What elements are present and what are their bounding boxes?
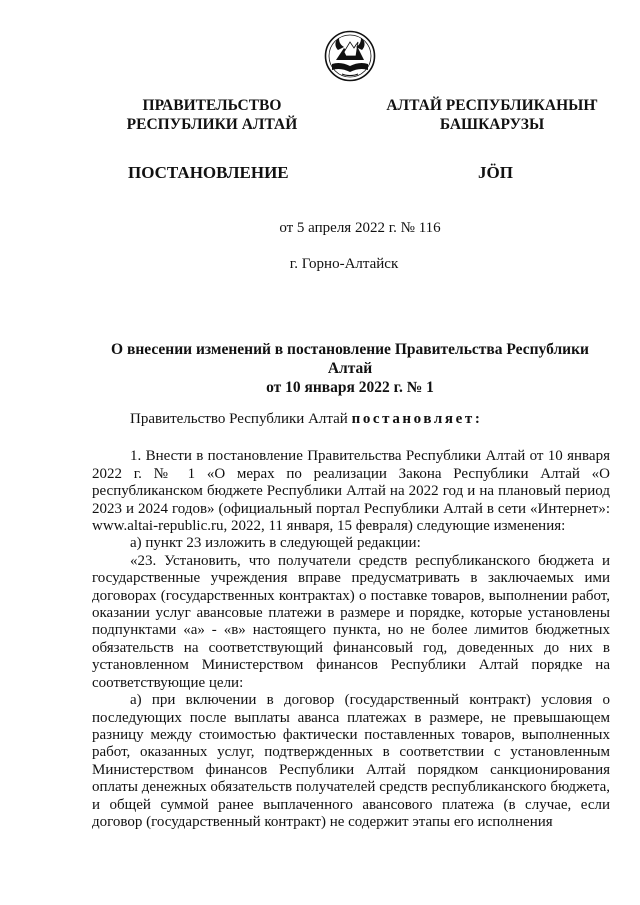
paragraph-3: «23. Установить, что получатели средств республиканского бюджета и государственные учреждения вправе предусматривать в заключаемых ими договорах (государственных контрактах) о поставке товаров, выполнении работ, оказании услуг авансовые платежи в размере и порядке, которые установлены подпунктами «а» - «в» настоящего пункта, но не более лимитов бюджетных обязательств на соответствующий финансовый год, доведенных до них в установленном Министерством финансов Республики Алтай порядке на соответствующие цели: — [92, 552, 610, 691]
doctype-russian: ПОСТАНОВЛЕНИЕ — [128, 163, 289, 182]
intro-paragraph — [92, 411, 610, 428]
republic-emblem-icon — [324, 30, 376, 82]
paragraph-4: а) при включении в договор (государственный контракт) условия о последующих после выплаты аванса платежах в размере, не превышающем разницу между стоимостью фактически поставленных товаров, выполненных работ, оказанных услуг, подтвержденных в соответствии с установленным Министерством финансов Республики Алтай порядком санкционирования оплаты денежных обязательств получателей средств республиканского бюджета, и общей суммой ранее выплаченного авансового платежа (в случае, если договор (государственный контракт) не содержит этапы его исполнения — [92, 692, 610, 830]
document-body — [92, 411, 610, 831]
paragraph-2: а) пункт 23 изложить в следующей редакции: — [130, 535, 421, 552]
org-left-line2: РЕСПУБЛИКИ АЛТАЙ — [126, 116, 298, 133]
title-line1: О внесении изменений в постановление Правительства Республики Алтай — [111, 341, 589, 377]
org-left-line1: ПРАВИТЕЛЬСТВО — [142, 97, 282, 114]
org-right-line2: БАШКАРУЗЫ — [439, 116, 545, 133]
document-city: г. Горно-Алтайск — [289, 256, 399, 272]
org-name-russian — [112, 96, 312, 134]
org-right-line1: АЛТАЙ РЕСПУБЛИКАНЫҤ — [386, 97, 598, 114]
intro-resolves: постановляет: — [351, 411, 483, 427]
paragraph-1: 1. Внести в постановление Правительства Республики Алтай от 10 января 2022 г. № 1 «О мерах по реализации Закона Республики Алтай «О республиканском бюджете Республики Алтай на 2022 год и на плановый период 2023 и 2024 годов» (официальный портал Республики Алтай в сети «Интернет»: www.altai-republic.ru, 2022, 11 января, 15 февраля) следующие изменения: — [92, 448, 610, 535]
document-date-number: от 5 апреля 2022 г. № 116 — [279, 220, 441, 236]
intro-text: Правительство Республики Алтай — [130, 411, 352, 427]
document-title — [90, 340, 610, 397]
title-line2: от 10 января 2022 г. № 1 — [266, 379, 434, 396]
org-name-altai — [382, 96, 602, 134]
doctype-altai: JÖП — [478, 163, 513, 182]
